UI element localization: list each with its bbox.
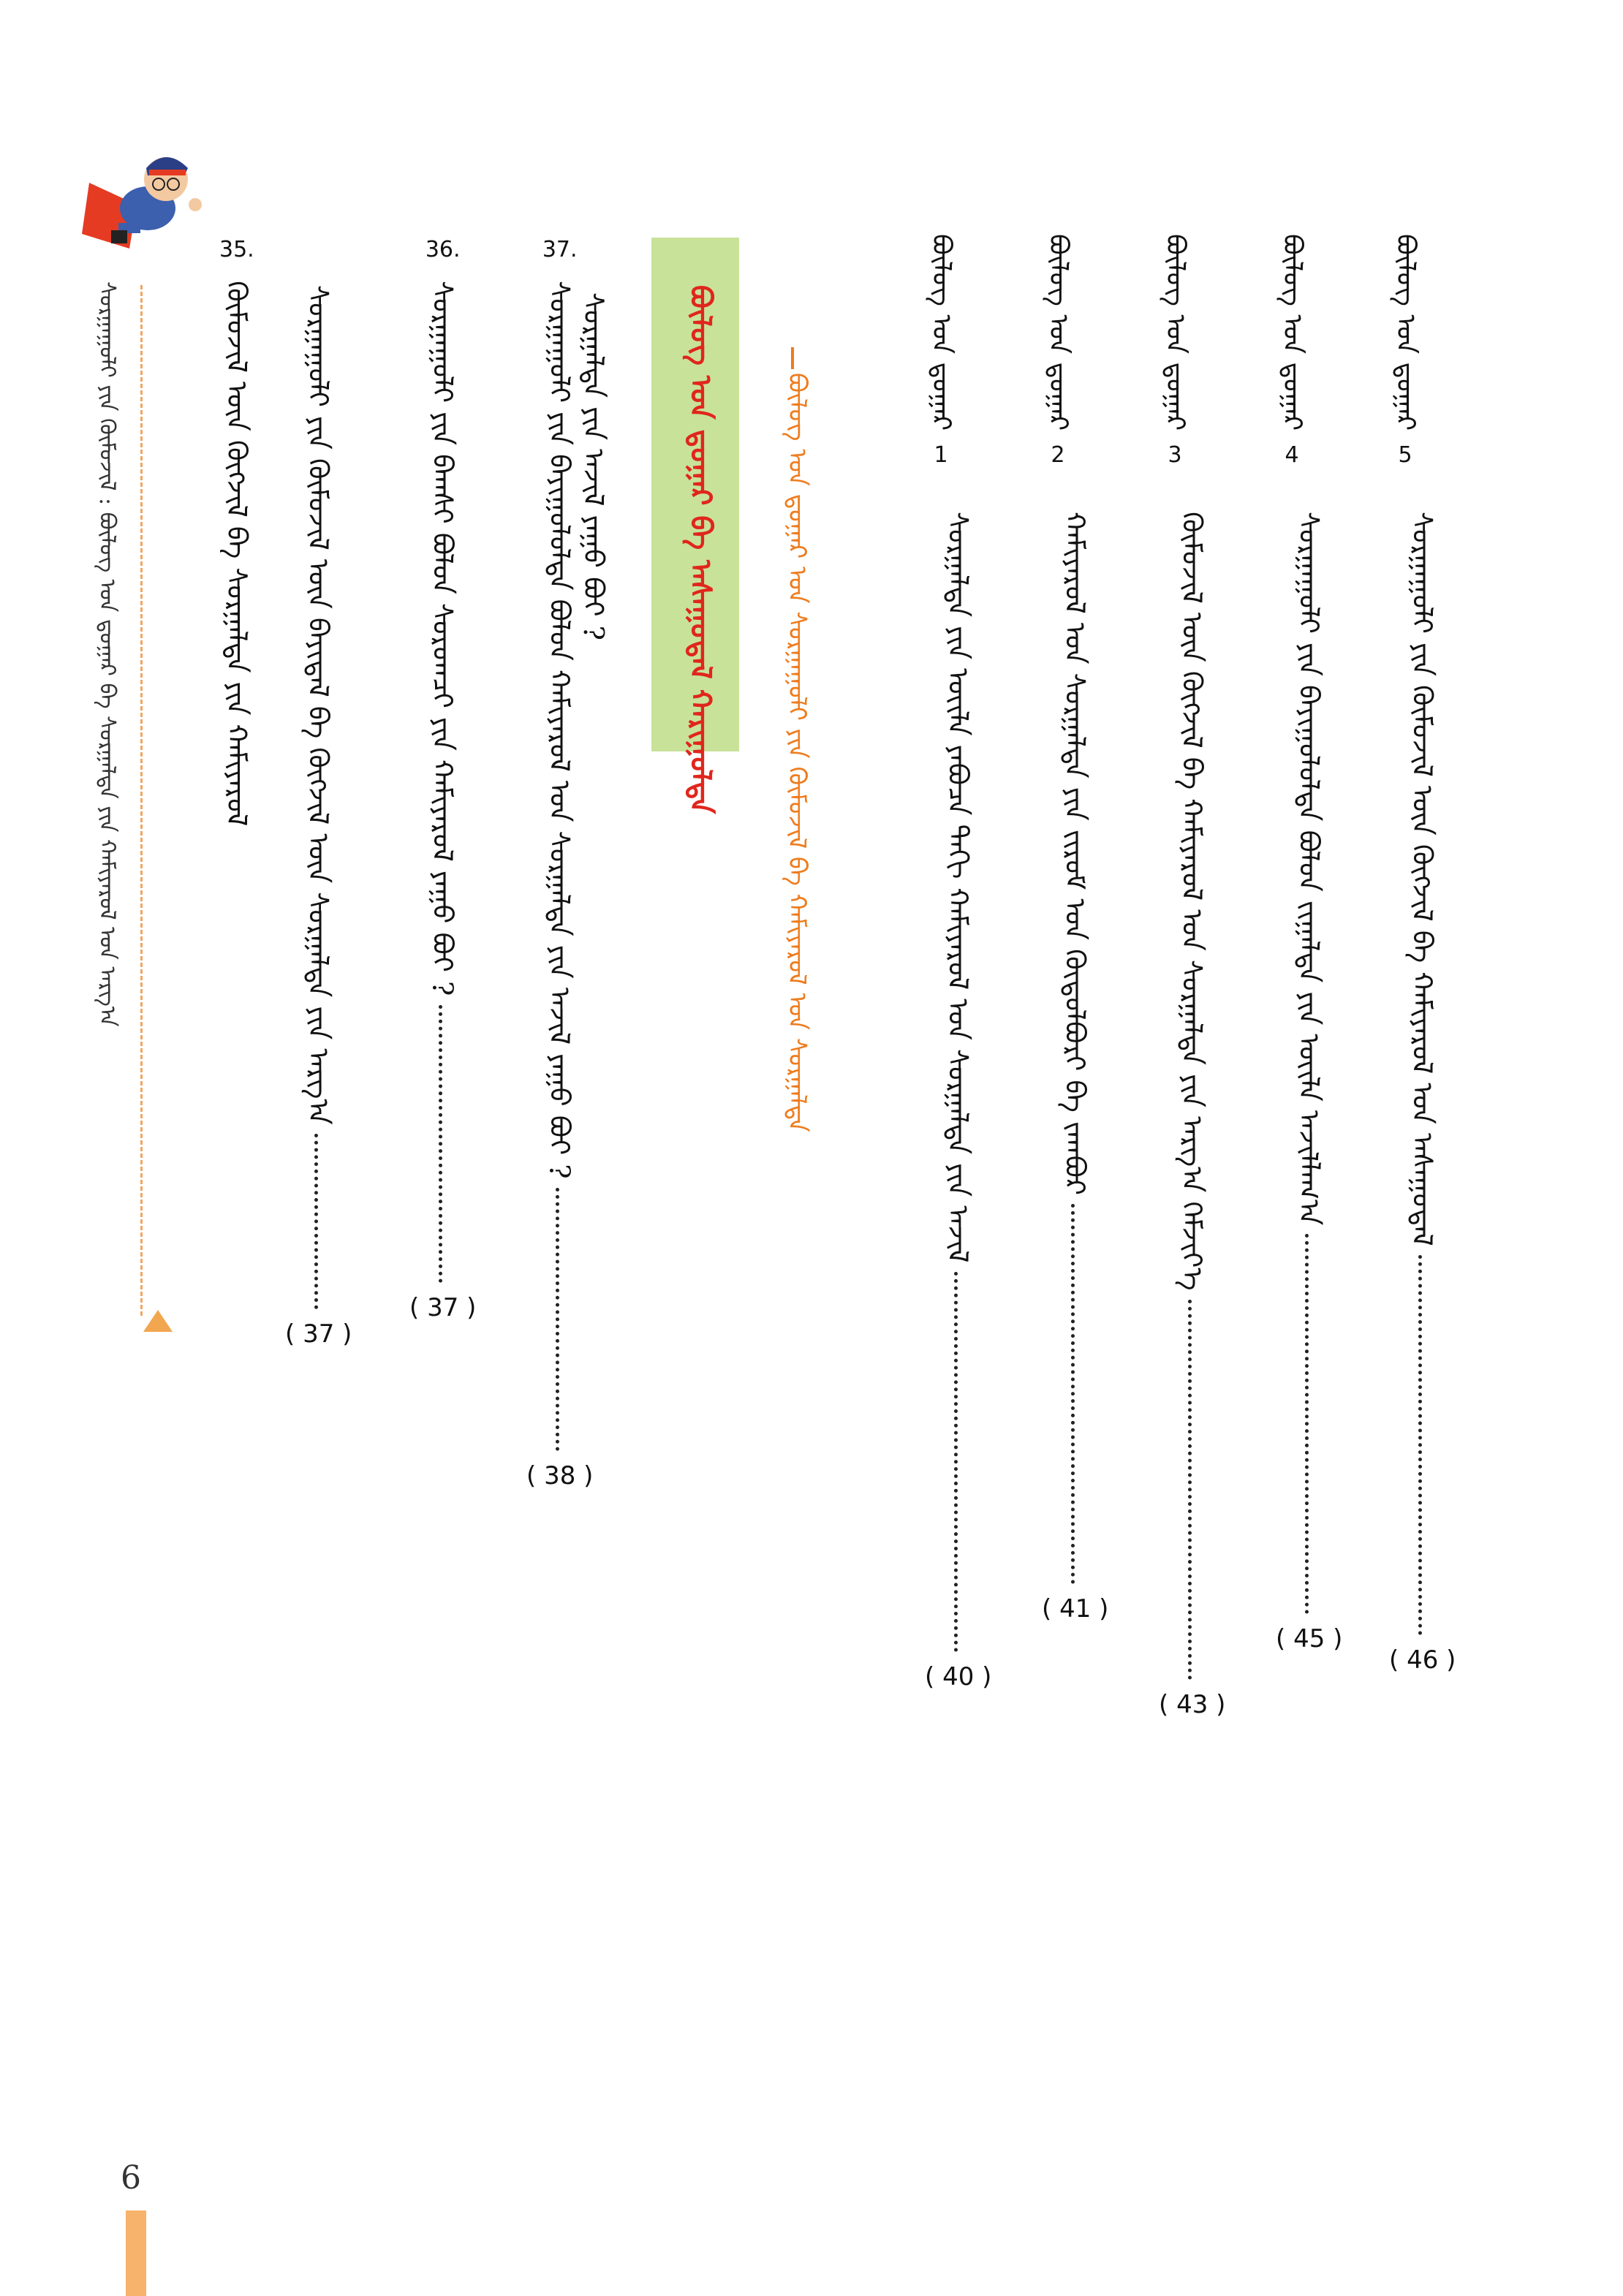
question-text: ᠰᠤᠷᠭᠠᠭᠤᠯᠢ ᠶᠢᠨ ᠪᠠᠶᠢᠭᠤᠯᠤᠯᠲᠠ ᠪᠤᠯᠤᠨ ᠬᠠᠮᠢᠶᠠᠷᠤᠯ ᠤᠨ ᠰᠤᠷᠭᠠᠯᠲᠠ ᠶᠢᠨ ᠠᠵᠢᠯ ᠶᠠᠭᠤ ᠪᠤᠢ ?: [543, 281, 576, 1179]
triangle-icon: [143, 1310, 173, 1332]
toc-entry-page: ( 41 ): [1042, 1594, 1109, 1624]
toc-entry-number: 5: [1398, 442, 1412, 469]
toc-entry-label: ᠪᠦᠯᠦᠭ ᠤᠨ ᠳ᠋ᠤᠭᠠᠷ: [1160, 234, 1190, 431]
orange-note: ᠪᠦᠯᠦᠭ ᠤᠨ ᠳ᠋ᠤᠭᠠᠷ ᠤᠨ ᠰᠤᠷᠭᠠᠭᠤᠯᠢ ᠶᠢᠨ ᠬᠦᠮᠦᠵᠢᠯ ᠪᠠ ᠬᠠᠮᠢᠶᠠᠷᠤᠯ ᠤᠨ ᠰᠤᠷᠭᠠᠯᠲᠠ: [782, 373, 812, 1132]
toc-entry-page: ( 45 ): [1276, 1624, 1343, 1654]
toc-entry-2: [1042, 234, 1074, 477]
header-rule: [140, 285, 143, 1316]
toc-entry-5: [1389, 234, 1421, 477]
toc-entry-text: [1042, 512, 1108, 1631]
leader-dots: [314, 1134, 322, 1309]
leader-dots: [1071, 1204, 1079, 1584]
question-text: ᠬᠦᠮᠦᠵᠢᠯ ᠦᠨ ᠬᠥᠭᠵᠢᠯ ᠪᠠ ᠰᠤᠷᠭᠠᠯᠲᠠ ᠶᠢᠨ ᠬᠠᠮᠢᠶᠠᠷᠤᠯ: [220, 281, 253, 827]
toc-entry-label: ᠪᠦᠯᠦᠭ ᠤᠨ ᠳ᠋ᠤᠭᠠᠷ: [1277, 234, 1307, 431]
toc-entry-title: ᠰᠤᠷᠭᠠᠯᠲᠠ ᠶᠢᠨ ᠦᠢᠯᠡ ᠶᠠᠪᠤᠴᠠ ᠳᠠᠬᠢ ᠬᠠᠮᠢᠶᠠᠷᠤᠯ ᠤᠨ ᠰᠤᠷᠭᠠᠯᠲᠠ ᠶᠢᠨ ᠠᠵᠢᠯ: [942, 512, 975, 1263]
toc-entry-1: [925, 234, 957, 477]
toc-entry-page: ( 46 ): [1389, 1645, 1456, 1675]
toc-entry-number: 1: [934, 442, 948, 469]
toc-entry-label: ᠪᠦᠯᠦᠭ ᠤᠨ ᠳ᠋ᠤᠭᠠᠷ: [1391, 234, 1420, 431]
question-35: [219, 234, 254, 826]
toc-entry-title: ᠰᠤᠷᠭᠠᠭᠤᠯᠢ ᠶᠢᠨ ᠪᠠᠶᠢᠭᠤᠯᠤᠯᠲᠠ ᠪᠤᠯᠤᠨ ᠵᠢᠭᠠᠯᠲᠠ ᠶᠢᠨ ᠦᠢᠯᠡ ᠠᠵᠢᠯᠯᠠᠭ᠎ᠠ: [1293, 512, 1325, 1226]
leader-dots: [1305, 1234, 1313, 1614]
toc-entry-page: ( 40 ): [925, 1662, 992, 1691]
toc-entry-text: [1159, 512, 1225, 1727]
question-text: ᠰᠤᠷᠭᠠᠭᠤᠯᠢ ᠶᠢᠨ ᠬᠦᠮᠦᠵᠢᠯ ᠦᠨ ᠪᠠᠶᠢᠳᠠᠯ ᠪᠠ ᠬᠥᠭᠵᠢᠯ ᠦᠨ ᠰᠤᠷᠭᠠᠯᠲᠠ ᠶᠢᠨ ᠠᠷᠭ᠎ᠠ: [302, 285, 335, 1125]
toc-entry-page: ( 43 ): [1159, 1689, 1226, 1719]
running-header: ᠰᠤᠷᠭᠠᠭᠤᠯᠢ ᠶᠢᠨ ᠬᠦᠮᠦᠵᠢᠯ : ᠪᠦᠯᠦᠭ ᠤᠨ ᠳ᠋ᠤᠭᠠᠷ ᠪᠠ ᠰᠤᠷᠭᠠᠯᠲᠠ ᠶᠢᠨ ᠬᠠᠮᠢᠶᠠᠷᠤᠯ ᠤᠨ ᠠᠷᠭ᠎ᠠ: [94, 281, 120, 1027]
page-number: 6: [121, 2159, 141, 2197]
toc-entry-label: ᠪᠦᠯᠦᠭ ᠤᠨ ᠳ᠋ᠤᠭᠠᠷ: [1043, 234, 1073, 431]
toc-entry-3: [1159, 234, 1191, 477]
question-page: ( 37 ): [285, 1319, 352, 1349]
toc-entry-number: 3: [1168, 442, 1182, 469]
question-35-continuation: [285, 285, 352, 1356]
toc-entry-number: 2: [1051, 442, 1065, 469]
leader-dots: [1188, 1300, 1196, 1680]
mascot-illustration: [67, 139, 213, 278]
question-text: ᠰᠤᠷᠭᠠᠭᠤᠯᠢ ᠶᠢᠨ ᠪᠠᠭᠰᠢ ᠪᠤᠯᠤᠨ ᠰᠤᠷᠤᠭᠴᠢ ᠶᠢᠨ ᠬᠠᠮᠢᠶᠠᠷᠤᠯ ᠶᠠᠭᠤ ᠪᠤᠢ ?: [426, 281, 459, 996]
toc-entry-text: [1276, 512, 1342, 1661]
toc-entry-title: ᠬᠦᠮᠦᠵᠢᠯ ᠦᠨ ᠬᠥᠭᠵᠢᠯ ᠪᠠ ᠬᠠᠮᠢᠶᠠᠷᠤᠯ ᠤᠨ ᠰᠤᠷᠭᠠᠯᠲᠠ ᠶᠢᠨ ᠠᠷᠭ᠎ᠠ ᠬᠡᠮᠵᠢᠶ᠎ᠡ: [1176, 512, 1208, 1291]
section-title: ᠪᠦᠯᠦᠭ ᠤᠨ ᠳ᠋ᠤᠭᠠᠷ ᠪᠠ ᠠᠰᠠᠭᠤᠳᠠᠯ ᠬᠠᠷᠢᠭᠤᠯᠲᠠ: [684, 285, 718, 814]
toc-entry-title: ᠰᠤᠷᠭᠠᠭᠤᠯᠢ ᠶᠢᠨ ᠬᠦᠮᠦᠵᠢᠯ ᠦᠨ ᠬᠥᠭᠵᠢᠯ ᠪᠠ ᠬᠠᠮᠢᠶᠠᠷᠤᠯ ᠤᠨ ᠠᠰᠠᠭᠤᠳᠠᠯ: [1406, 512, 1439, 1246]
leader-dots: [954, 1272, 962, 1652]
leader-dots: [1418, 1255, 1426, 1635]
question-number: 36.: [425, 237, 461, 262]
note-dash: [791, 347, 794, 369]
question-number: 37.: [542, 237, 578, 262]
toc-entry-number: 4: [1285, 442, 1299, 469]
toc-entry-text: [925, 512, 991, 1699]
question-number: 35.: [219, 237, 254, 262]
leader-dots: [556, 1188, 564, 1451]
question-36: [409, 234, 476, 1330]
question-page: ( 37 ): [409, 1292, 477, 1322]
question-37-continuation: ᠰᠤᠷᠭᠠᠯᠲᠠ ᠶᠢᠨ ᠠᠵᠢᠯ ᠶᠠᠭᠤ ᠪᠤᠢ ?: [578, 292, 610, 641]
toc-entry-text: [1389, 512, 1456, 1682]
question-page: ( 38 ): [526, 1460, 594, 1490]
leader-dots: [439, 1005, 447, 1283]
toc-entry-4: [1276, 234, 1308, 477]
page-tab: [126, 2210, 146, 2296]
toc-entry-label: ᠪᠦᠯᠦᠭ ᠤᠨ ᠳ᠋ᠤᠭᠠᠷ: [926, 234, 956, 431]
toc-entry-title: ᠬᠠᠮᠢᠶᠠᠷᠤᠯ ᠤᠨ ᠰᠤᠷᠭᠠᠯᠲᠠ ᠶᠢᠨ ᠵᠢᠷᠤᠮ ᠤᠨ ᠬᠥᠲᠦᠯᠪᠦᠷᠢ ᠪᠠ ᠵᠠᠭᠪᠤᠷ: [1059, 512, 1092, 1196]
